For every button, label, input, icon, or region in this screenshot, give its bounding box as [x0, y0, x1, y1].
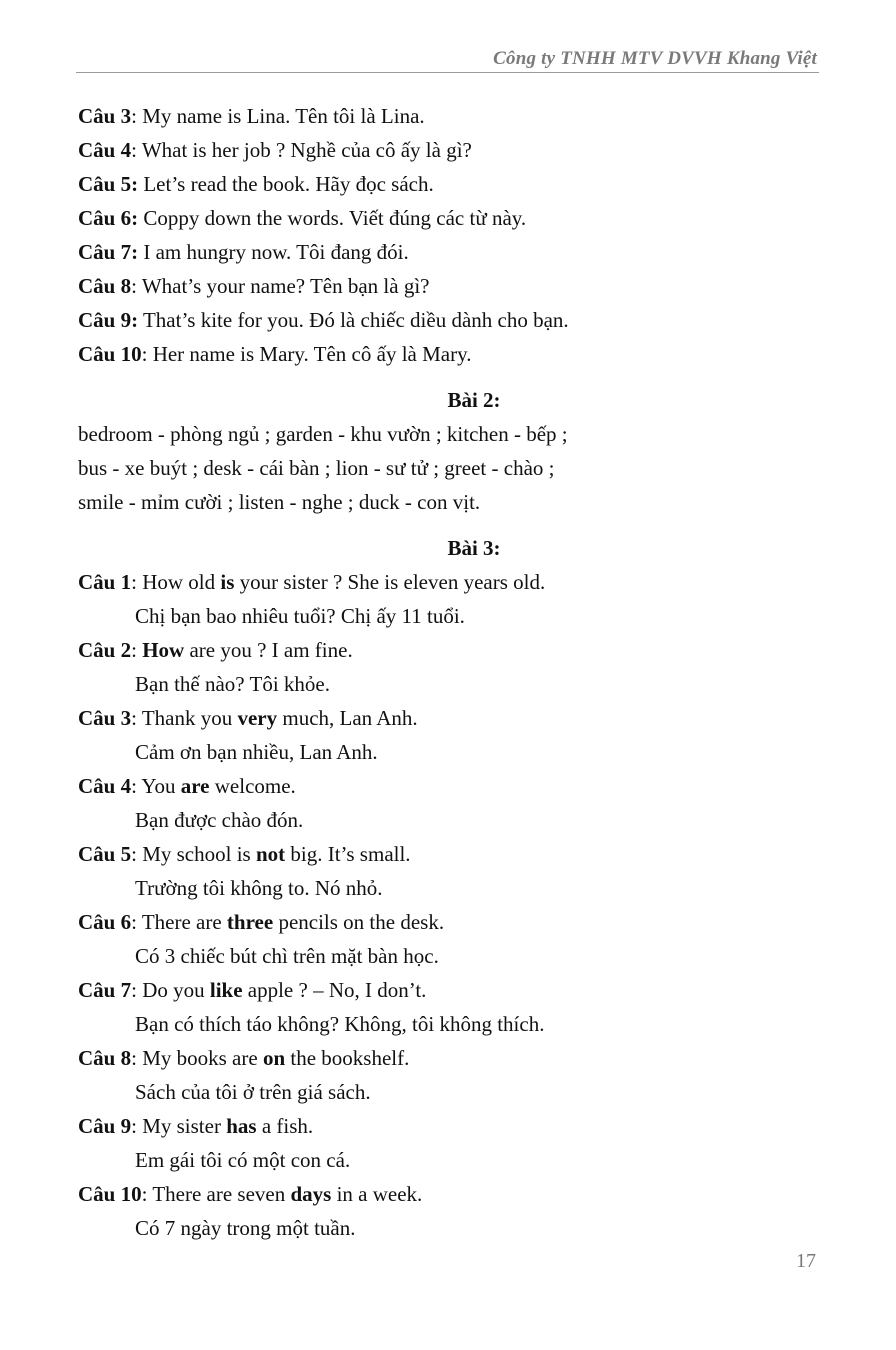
part3-translation: Trường tôi không to. Nó nhỏ.	[135, 876, 383, 900]
part1-item: Câu 8: What’s your name? Tên bạn là gì?	[78, 274, 430, 298]
part3-translation: Bạn được chào đón.	[135, 808, 304, 832]
part3-list	[78, 565, 818, 1245]
part3-item: Câu 7: Do you like apple ? – No, I don’t.	[78, 978, 427, 1002]
part3-item: Câu 2: How are you ? I am fine.	[78, 638, 353, 662]
part3-item: Câu 5: My school is not big. It’s small.	[78, 842, 411, 866]
section-title-bai-3: Bài 3:	[447, 536, 501, 560]
part1-item: Câu 5: Let’s read the book. Hãy đọc sách.	[78, 172, 434, 196]
part3-translation: Em gái tôi có một con cá.	[135, 1148, 351, 1172]
part1-list	[78, 99, 818, 371]
part3-item: Câu 8: My books are on the bookshelf.	[78, 1046, 410, 1070]
part1-item: Câu 6: Coppy down the words. Viết đúng các từ này.	[78, 206, 527, 230]
part1-item: Câu 3: My name is Lina. Tên tôi là Lina.	[78, 104, 425, 128]
part1-item: Câu 4: What is her job ? Nghề của cô ấy là gì?	[78, 138, 472, 162]
part3-translation: Sách của tôi ở trên giá sách.	[135, 1080, 371, 1104]
part3-item: Câu 6: There are three pencils on the desk.	[78, 910, 445, 934]
part1-item: Câu 10: Her name is Mary. Tên cô ấy là Mary.	[78, 342, 472, 366]
vocabulary-line: smile - mỉm cười ; listen - nghe ; duck - con vịt.	[78, 490, 481, 514]
section-title-bai-2: Bài 2:	[447, 388, 501, 412]
vocabulary-line: bus - xe buýt ; desk - cái bàn ; lion - sư tử ; greet - chào ;	[78, 456, 555, 480]
header-title: Công ty TNHH MTV DVVH Khang Việt	[493, 48, 817, 69]
vocabulary-line: bedroom - phòng ngủ ; garden - khu vườn ; kitchen - bếp ;	[78, 422, 568, 446]
part3-item: Câu 10: There are seven days in a week.	[78, 1182, 423, 1206]
part3-item: Câu 3: Thank you very much, Lan Anh.	[78, 706, 418, 730]
part3-item: Câu 1: How old is your sister ? She is eleven years old.	[78, 570, 546, 594]
page-content	[78, 99, 818, 1245]
part3-translation: Cảm ơn bạn nhiều, Lan Anh.	[135, 740, 378, 764]
part3-translation: Có 3 chiếc bút chì trên mặt bàn học.	[135, 944, 439, 968]
part3-translation: Chị bạn bao nhiêu tuổi? Chị ấy 11 tuổi.	[135, 604, 465, 628]
part1-item: Câu 7: I am hungry now. Tôi đang đói.	[78, 240, 409, 264]
part3-item: Câu 9: My sister has a fish.	[78, 1114, 314, 1138]
part3-translation: Bạn thế nào? Tôi khỏe.	[135, 672, 330, 696]
part1-item: Câu 9: That’s kite for you. Đó là chiếc diều dành cho bạn.	[78, 308, 569, 332]
part3-translation: Có 7 ngày trong một tuần.	[135, 1216, 356, 1240]
part3-item: Câu 4: You are welcome.	[78, 774, 296, 798]
part3-translation: Bạn có thích táo không? Không, tôi không thích.	[135, 1012, 545, 1036]
vocabulary-list	[78, 417, 818, 519]
page-number: 17	[796, 1250, 816, 1272]
running-header	[76, 44, 819, 73]
